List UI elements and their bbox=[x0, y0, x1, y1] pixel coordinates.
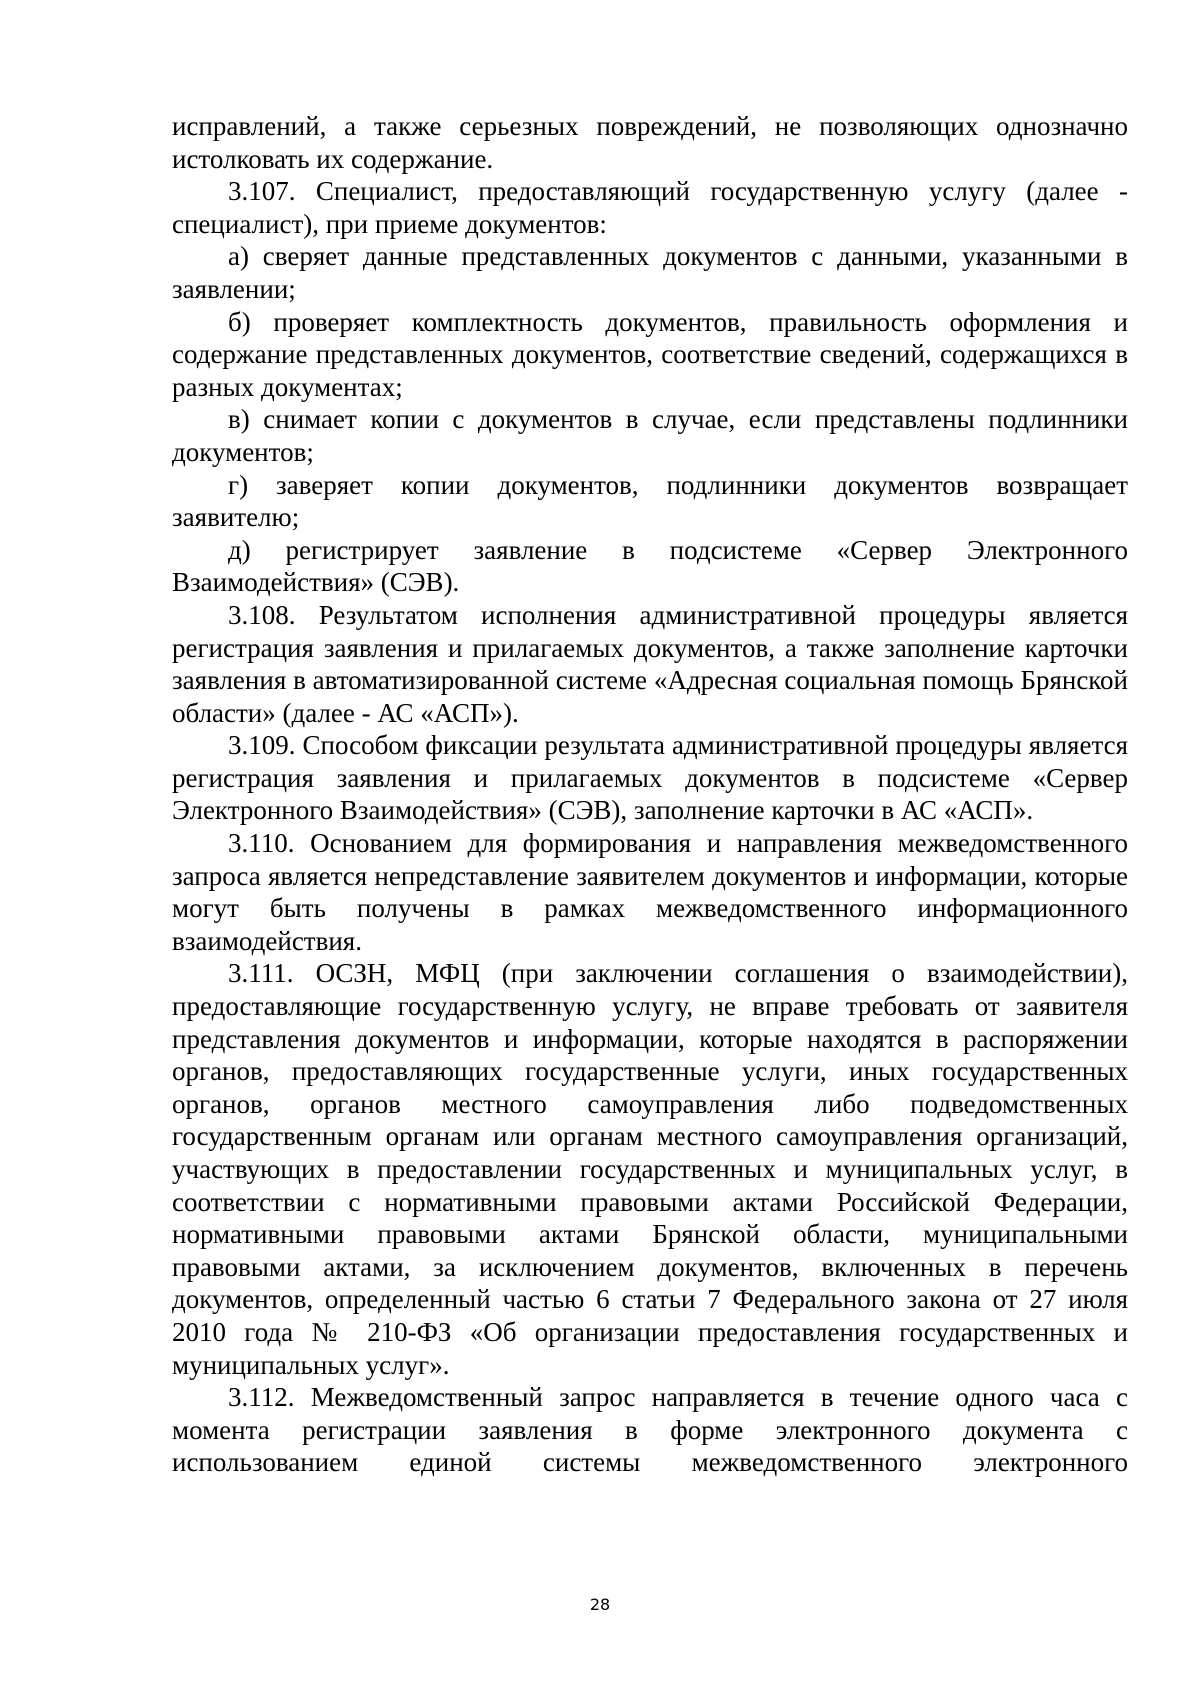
paragraph-3-111: 3.111. ОСЗН, МФЦ (при заключении соглашения о взаимодействии), предоставляющие государственную услугу, не вправе требовать от заявителя представления документов и информации, которые находятся в распоряжении органов, предоставляющих государственные услуги, иных государственных органов, органов местного самоуправления либо подведомственных государственным органам или органам местного самоуправления организаций, участвующих в предоставлении государственных и муниципальных услуг, в соответствии с нормативными правовыми актами Российской Федерации, нормативными правовыми актами Брянской области, муниципальными правовыми актами, за исключением документов, включенных в перечень документов, определенный частью 6 статьи 7 Федерального закона от 27 июля 2010 года № 210-ФЗ «Об организации предоставления государственных и муниципальных услуг». bbox=[172, 958, 1128, 1380]
paragraph-3-109: 3.109. Способом фиксации результата административной процедуры является регистрация заявления и прилагаемых документов в подсистеме «Сервер Электронного Взаимодействия» (СЭВ), заполнение карточки в АС «АСП». bbox=[172, 730, 1128, 826]
paragraph-continuation: исправлений, а также серьезных повреждений, не позволяющих однозначно истолковать их содержание. bbox=[172, 111, 1128, 174]
paragraph-item-d: д) регистрирует заявление в подсистеме «Сервер Электронного Взаимодействия» (СЭВ). bbox=[172, 534, 1128, 598]
paragraph-item-v: в) снимает копии с документов в случае, если представлены подлинники документов; bbox=[172, 404, 1128, 467]
paragraph-3-110: 3.110. Основанием для формирования и направления межведомственного запроса является непредставление заявителем документов и информации, которые могут быть получены в рамках межведомственного информационного взаимодействия. bbox=[172, 828, 1128, 956]
paragraph-item-g: г) заверяет копии документов, подлинники документов возвращает заявителю; bbox=[172, 469, 1128, 533]
paragraph-item-a: а) сверяет данные представленных документов с данными, указанными в заявлении; bbox=[172, 241, 1128, 304]
paragraph-3-112: 3.112. Межведомственный запрос направляется в течение одного часа с момента регистрации заявления в форме электронного документа с использованием единой системы межведомственного электронного bbox=[172, 1382, 1128, 1478]
paragraph-3-107: 3.107. Специалист, предоставляющий государственную услугу (далее - специалист), при приеме документов: bbox=[172, 176, 1128, 239]
page-number: 28 bbox=[589, 1595, 611, 1614]
paragraph-3-108: 3.108. Результатом исполнения административной процедуры является регистрация заявления и прилагаемых документов, а также заполнение карточки заявления в автоматизированной системе «Адресная социальная помощь Брянской области» (далее - АС «АСП»). bbox=[172, 599, 1128, 728]
document-body bbox=[172, 110, 1128, 1479]
paragraph-item-b: б) проверяет комплектность документов, правильность оформления и содержание представленных документов, соответствие сведений, содержащихся в разных документах; bbox=[172, 306, 1128, 402]
